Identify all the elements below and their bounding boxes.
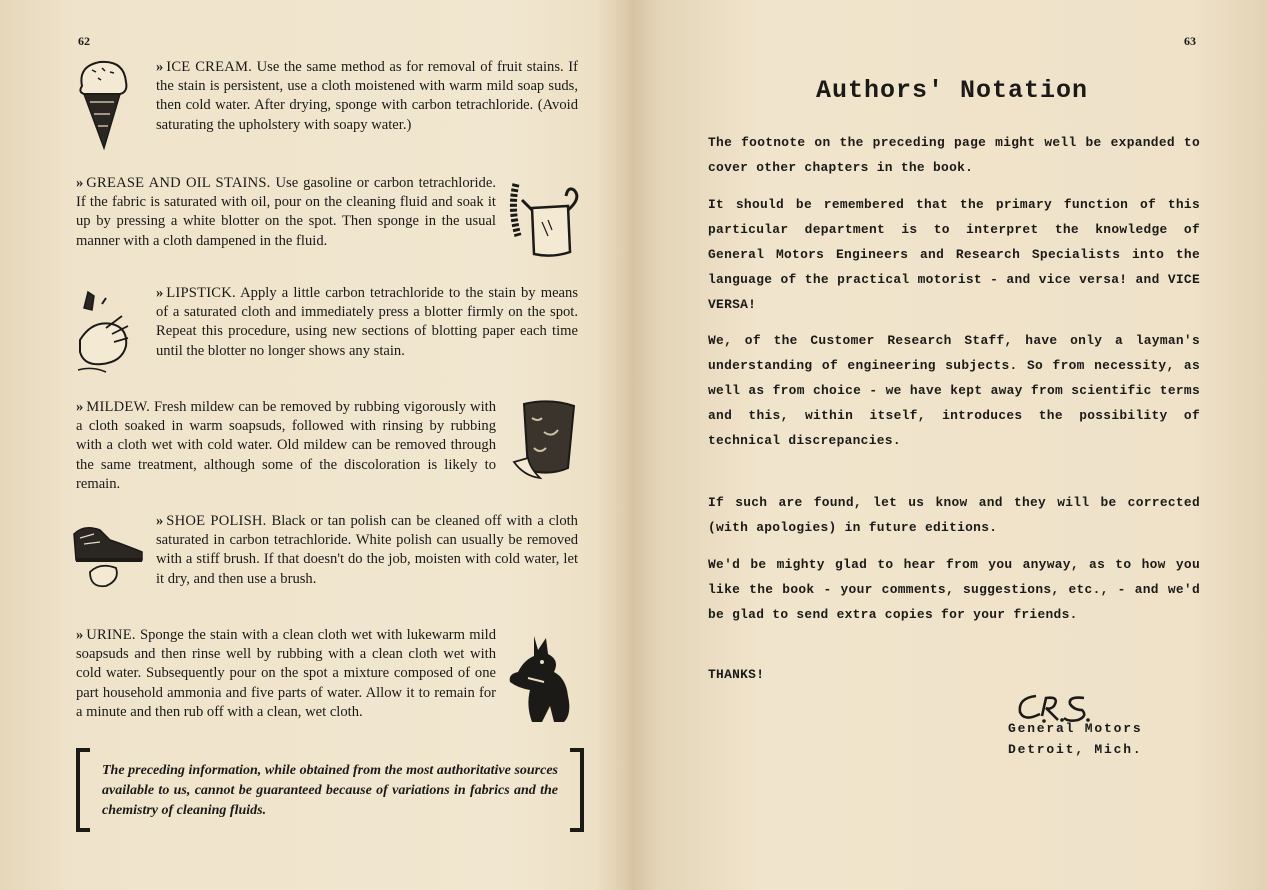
- shoe-illustration: [70, 516, 148, 590]
- entry-text: Fresh mildew can be removed by rubbing vigorously with a cloth soaked in warm soapsuds, followed with rinsing by rubbing with a cloth wet with cold water. Old mildew can be removed through the same treatment, although some of the discoloration is likely to remain.: [76, 399, 496, 492]
- ice-cream-cone-illustration: [72, 56, 132, 152]
- entry-text: Use gasoline or carbon tetrachloride. If the fabric is saturated with oil, pour on the cleaning fluid and soak it up by pressing a white blotter on the spot. Then sponge in the usual manner with a cloth dampened in the fluid.: [76, 175, 496, 249]
- entry-lipstick: [156, 284, 578, 361]
- entry-text: Sponge the stain with a clean cloth wet with lukewarm mild soapsuds and then rinse well by rubbing with a clean cloth wet with cold water. Subsequently pour on the spot a mixture composed of one part household ammonia and five parts of water. Allow it to remain for a minute and then rub off with a clean, wet cloth.: [76, 627, 496, 720]
- paragraph-1: The footnote on the preceding page might well be expanded to cover other chapters in the book.: [708, 135, 1200, 175]
- scottie-dog-illustration: [500, 630, 580, 726]
- entry-marker: »: [156, 513, 164, 529]
- entry-marker: »: [76, 399, 84, 415]
- entry-shoe-polish: [156, 512, 578, 589]
- signature-city: Detroit, Mich.: [1008, 742, 1143, 757]
- page-title: Authors' Notation: [816, 76, 1089, 105]
- entry-ice-cream: [156, 58, 578, 135]
- disclaimer-box: [76, 748, 584, 826]
- entry-urine: [76, 626, 496, 722]
- entry-grease-oil: [76, 174, 496, 251]
- signature-block: [1008, 718, 1142, 760]
- thanks-text: THANKS!: [708, 667, 765, 682]
- left-bracket: [76, 748, 90, 832]
- paragraph-5: We'd be mighty glad to hear from you anyway, as to how you like the book - your comments, suggestions, etc., - and we'd be glad to send extra copies for your friends.: [708, 557, 1200, 622]
- entry-heading: GREASE AND OIL STAINS.: [86, 175, 271, 191]
- entry-heading: SHOE POLISH.: [166, 513, 267, 529]
- signature-org: General Motors: [1008, 721, 1143, 736]
- disclaimer-text: The preceding information, while obtained from the most authoritative sources available to us, cannot be guaranteed because of variations in fabrics and the chemistry of cleaning fluids.: [102, 763, 558, 818]
- lipstick-hand-illustration: [72, 286, 136, 376]
- right-page: [632, 0, 1267, 890]
- entry-marker: »: [156, 59, 164, 75]
- paragraph-2: It should be remembered that the primary function of this particular department is to interpret the knowledge of General Motors Engineers and Research Specialists into the language of the practical motorist - and vice versa! and VICE VERSA!: [708, 197, 1200, 312]
- entry-marker: »: [76, 627, 84, 643]
- paragraph-4: If such are found, let us know and they will be corrected (with apologies) in future editions.: [708, 495, 1200, 535]
- entry-heading: ICE CREAM.: [166, 59, 252, 75]
- paragraph-3: We, of the Customer Research Staff, have only a layman's understanding of engineering subjects. So from necessity, as well as from choice - we have kept away from scientific terms and this, within itself, introduces the possibility of technical discrepancies.: [708, 333, 1200, 448]
- oil-can-illustration: [508, 178, 582, 260]
- left-page-number: 62: [78, 34, 90, 48]
- left-page: [0, 0, 632, 890]
- entry-text: Apply a little carbon tetrachloride to the stain by means of a saturated cloth and immediately press a blotter firmly on the spot. Repeat this procedure, using new sections of blotting paper each time until the blotter no longer shows any stain.: [156, 285, 578, 359]
- right-bracket: [570, 748, 584, 832]
- entry-heading: MILDEW.: [86, 399, 150, 415]
- entry-heading: URINE.: [86, 627, 136, 643]
- entry-text: Use the same method as for removal of fruit stains. If the stain is persistent, use a cloth moistened with warm mild soap suds, then cold water. After drying, sponge with carbon tetrachloride. (Avoid saturating the upholstery with soapy water.): [156, 59, 578, 133]
- mildew-fabric-illustration: [510, 398, 580, 484]
- entry-mildew: [76, 398, 496, 494]
- entry-marker: »: [76, 175, 84, 191]
- right-page-number: 63: [1184, 34, 1196, 48]
- entry-marker: »: [156, 285, 164, 301]
- entry-heading: LIPSTICK.: [166, 285, 236, 301]
- entry-text: Black or tan polish can be cleaned off with a cloth saturated in carbon tetrachloride. White polish can usually be removed with a stiff brush. If that doesn't do the job, moisten with cold water, let it dry, and then use a brush.: [156, 513, 578, 587]
